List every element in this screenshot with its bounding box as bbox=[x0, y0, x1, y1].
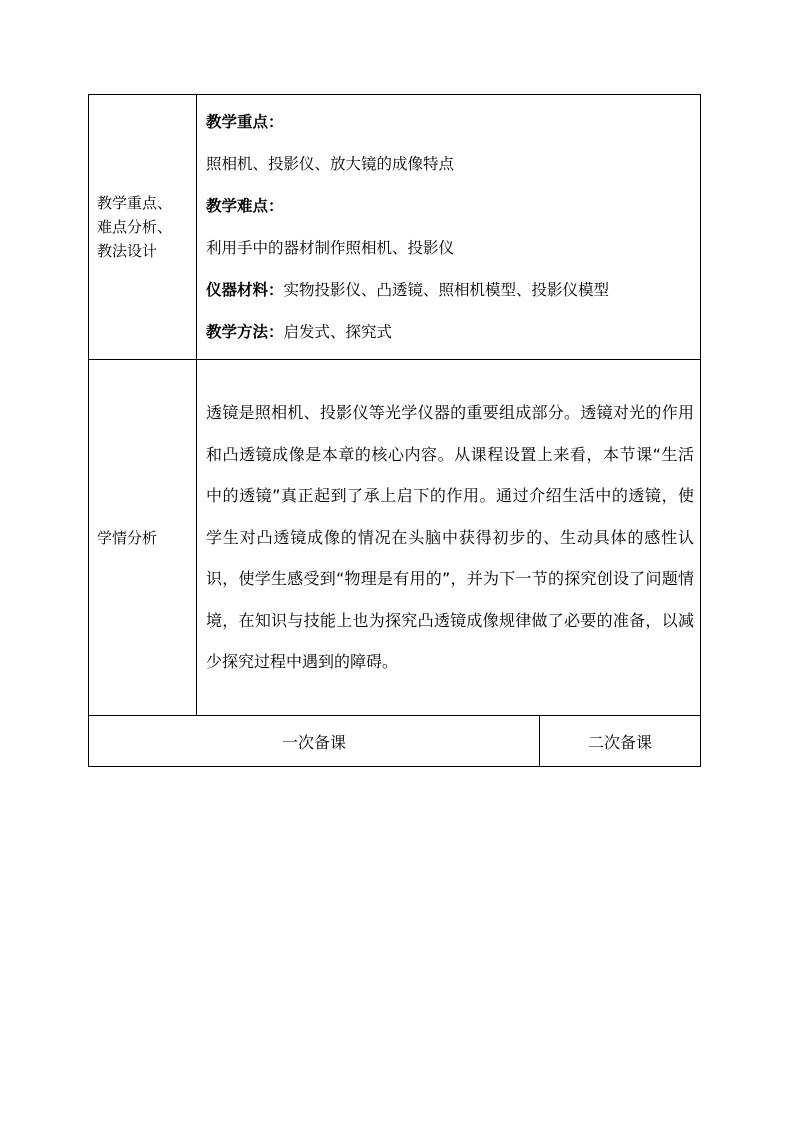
key-points-text-line bbox=[206, 143, 694, 185]
teaching-focus-row bbox=[89, 95, 701, 360]
student-analysis-label-cell bbox=[89, 360, 197, 716]
student-analysis-content-cell bbox=[197, 360, 701, 716]
first-prep-label: 一次备课 bbox=[281, 732, 346, 752]
lesson-prep-row bbox=[89, 716, 701, 767]
second-prep-label: 二次备课 bbox=[587, 732, 652, 752]
methods-text: 启发式、探究式 bbox=[283, 323, 393, 341]
second-prep-cell bbox=[540, 716, 701, 767]
materials-text: 实物投影仪、凸透镜、照相机模型、投影仪模型 bbox=[283, 281, 610, 299]
student-analysis-row bbox=[89, 360, 701, 716]
difficulties-heading: 教学难点： bbox=[206, 197, 284, 215]
teaching-focus-label-line: 难点分析、 bbox=[97, 218, 173, 236]
methods-line bbox=[206, 311, 694, 353]
lesson-plan-table bbox=[88, 94, 701, 767]
first-prep-cell bbox=[89, 716, 540, 767]
teaching-focus-content-cell bbox=[197, 95, 701, 360]
materials-line bbox=[206, 269, 694, 311]
key-points-heading-line bbox=[206, 101, 694, 143]
difficulties-text-line bbox=[206, 227, 694, 269]
materials-heading: 仪器材料： bbox=[206, 281, 284, 299]
difficulties-text: 利用手中的器材制作照相机、投影仪 bbox=[206, 239, 455, 257]
methods-heading: 教学方法： bbox=[206, 323, 284, 341]
student-analysis-label: 学情分析 bbox=[97, 528, 158, 547]
key-points-heading: 教学重点： bbox=[206, 113, 284, 131]
teaching-focus-label-line: 教法设计 bbox=[97, 242, 158, 260]
key-points-text: 照相机、投影仪、放大镜的成像特点 bbox=[206, 155, 455, 173]
difficulties-heading-line bbox=[206, 185, 694, 227]
student-analysis-paragraph: 透镜是照相机、投影仪等光学仪器的重要组成部分。透镜对光的作用和凸透镜成像是本章的核心内容。从课程设置上来看，本节课“生活中的透镜”真正起到了承上启下的作用。通过介绍生活中的透镜，使学生对凸透镜成像的情况在头脑中获得初步的、生动具体的感性认识，使学生感受到“物理是有用的”，并为下一节的探究创设了问题情境，在知识与技能上也为探究凸透镜成像规律做了必要的准备，以减少探究过程中遇到的障碍。 bbox=[206, 402, 694, 672]
teaching-focus-label-cell bbox=[89, 95, 197, 360]
teaching-focus-label-line: 教学重点、 bbox=[97, 194, 173, 212]
